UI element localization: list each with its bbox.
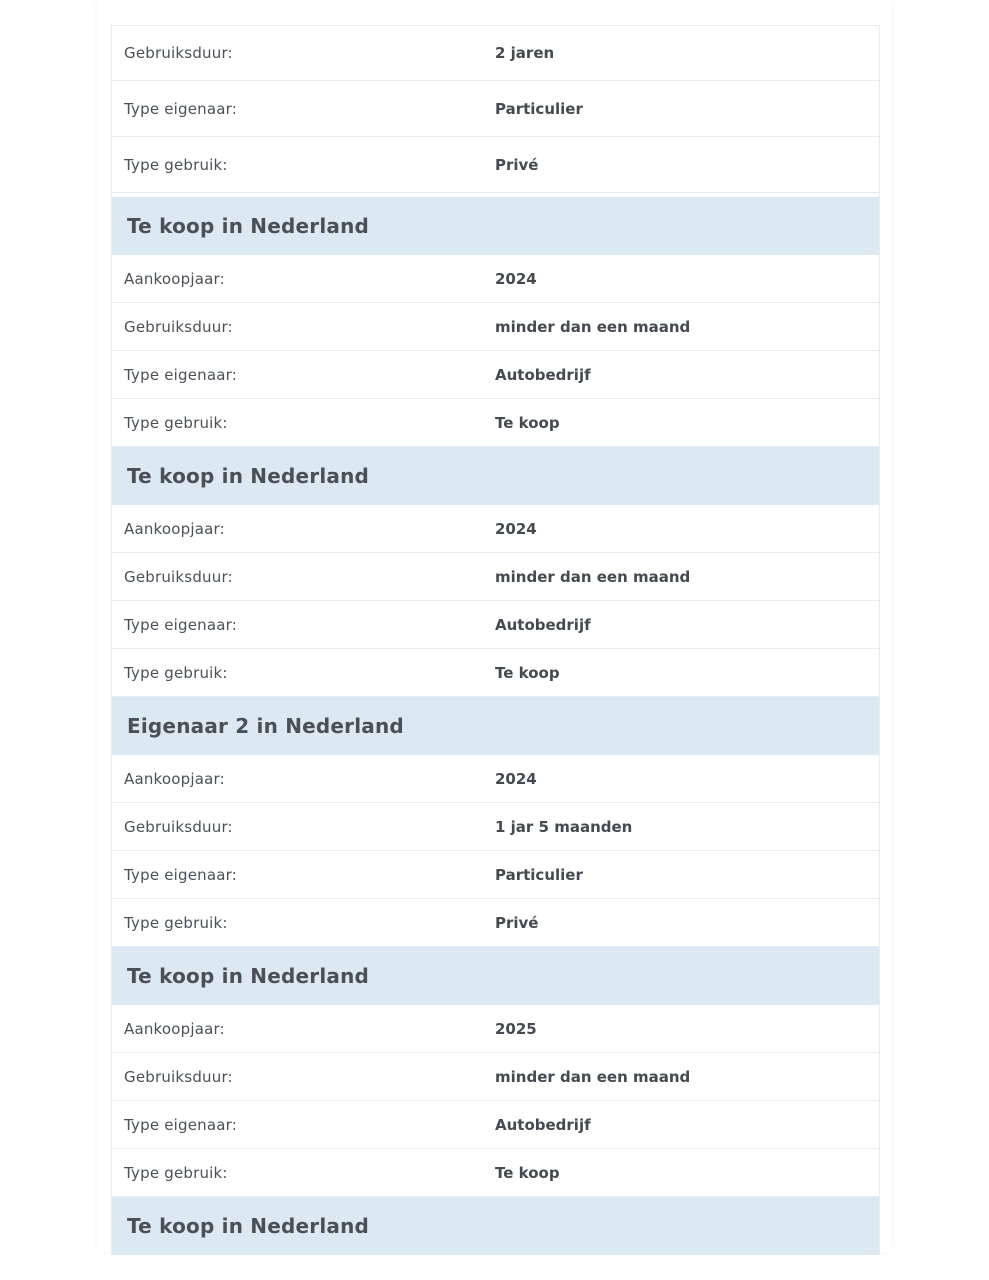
ownership-history-table (111, 25, 880, 1255)
row-label: Type eigenaar: (124, 865, 238, 884)
row-value: minder dan een maand (495, 567, 691, 586)
table-row (112, 1149, 879, 1197)
row-value: 1 jar 5 maanden (495, 817, 633, 836)
row-value: Autobedrijf (495, 1115, 591, 1134)
table-row (112, 899, 879, 947)
table-row (112, 553, 879, 601)
row-label: Gebruiksduur: (124, 1067, 233, 1086)
row-label: Aankoopjaar: (124, 1019, 225, 1038)
row-value: 2024 (495, 519, 537, 538)
row-label: Gebruiksduur: (124, 317, 233, 336)
section-header: Te koop in Nederland (112, 1197, 879, 1255)
row-label: Gebruiksduur: (124, 817, 233, 836)
table-row (112, 1053, 879, 1101)
section-header: Eigenaar 2 in Nederland (112, 697, 879, 755)
table-row (112, 303, 879, 351)
table-row (112, 755, 879, 803)
row-value: 2 jaren (495, 44, 555, 62)
row-value: Privé (495, 155, 539, 174)
row-label: Aankoopjaar: (124, 519, 225, 538)
table-row (112, 601, 879, 649)
row-label: Gebruiksduur: (124, 44, 233, 62)
row-label: Type eigenaar: (124, 615, 238, 634)
row-label: Gebruiksduur: (124, 567, 233, 586)
section-header: Te koop in Nederland (112, 447, 879, 505)
row-value: minder dan een maand (495, 1067, 691, 1086)
row-value: Particulier (495, 99, 583, 118)
row-value: Te koop (495, 413, 560, 432)
row-label: Type eigenaar: (124, 1115, 238, 1134)
section-header: Te koop in Nederland (112, 947, 879, 1005)
table-row (112, 649, 879, 697)
row-label: Type gebruik: (124, 663, 228, 682)
row-value: Autobedrijf (495, 615, 591, 634)
table-row (112, 25, 879, 81)
table-row (112, 399, 879, 447)
row-value: 2024 (495, 269, 537, 288)
table-row (112, 851, 879, 899)
row-value: Te koop (495, 663, 560, 682)
row-value: Te koop (495, 1163, 560, 1182)
row-value: 2024 (495, 769, 537, 788)
row-label: Aankoopjaar: (124, 269, 225, 288)
table-row (112, 137, 879, 193)
row-label: Type eigenaar: (124, 99, 238, 118)
table-row (112, 351, 879, 399)
row-value: Particulier (495, 865, 583, 884)
table-row (112, 1101, 879, 1149)
row-label: Type gebruik: (124, 913, 228, 932)
row-label: Type gebruik: (124, 155, 228, 174)
row-label: Aankoopjaar: (124, 769, 225, 788)
table-row (112, 1005, 879, 1053)
row-label: Type gebruik: (124, 1163, 228, 1182)
row-value: 2025 (495, 1019, 537, 1038)
row-label: Type gebruik: (124, 413, 228, 432)
row-value: Autobedrijf (495, 365, 591, 384)
table-row (112, 255, 879, 303)
table-row (112, 81, 879, 137)
table-row (112, 803, 879, 851)
section-header: Te koop in Nederland (112, 197, 879, 255)
row-value: Privé (495, 913, 539, 932)
row-value: minder dan een maand (495, 317, 691, 336)
table-row (112, 505, 879, 553)
row-label: Type eigenaar: (124, 365, 238, 384)
